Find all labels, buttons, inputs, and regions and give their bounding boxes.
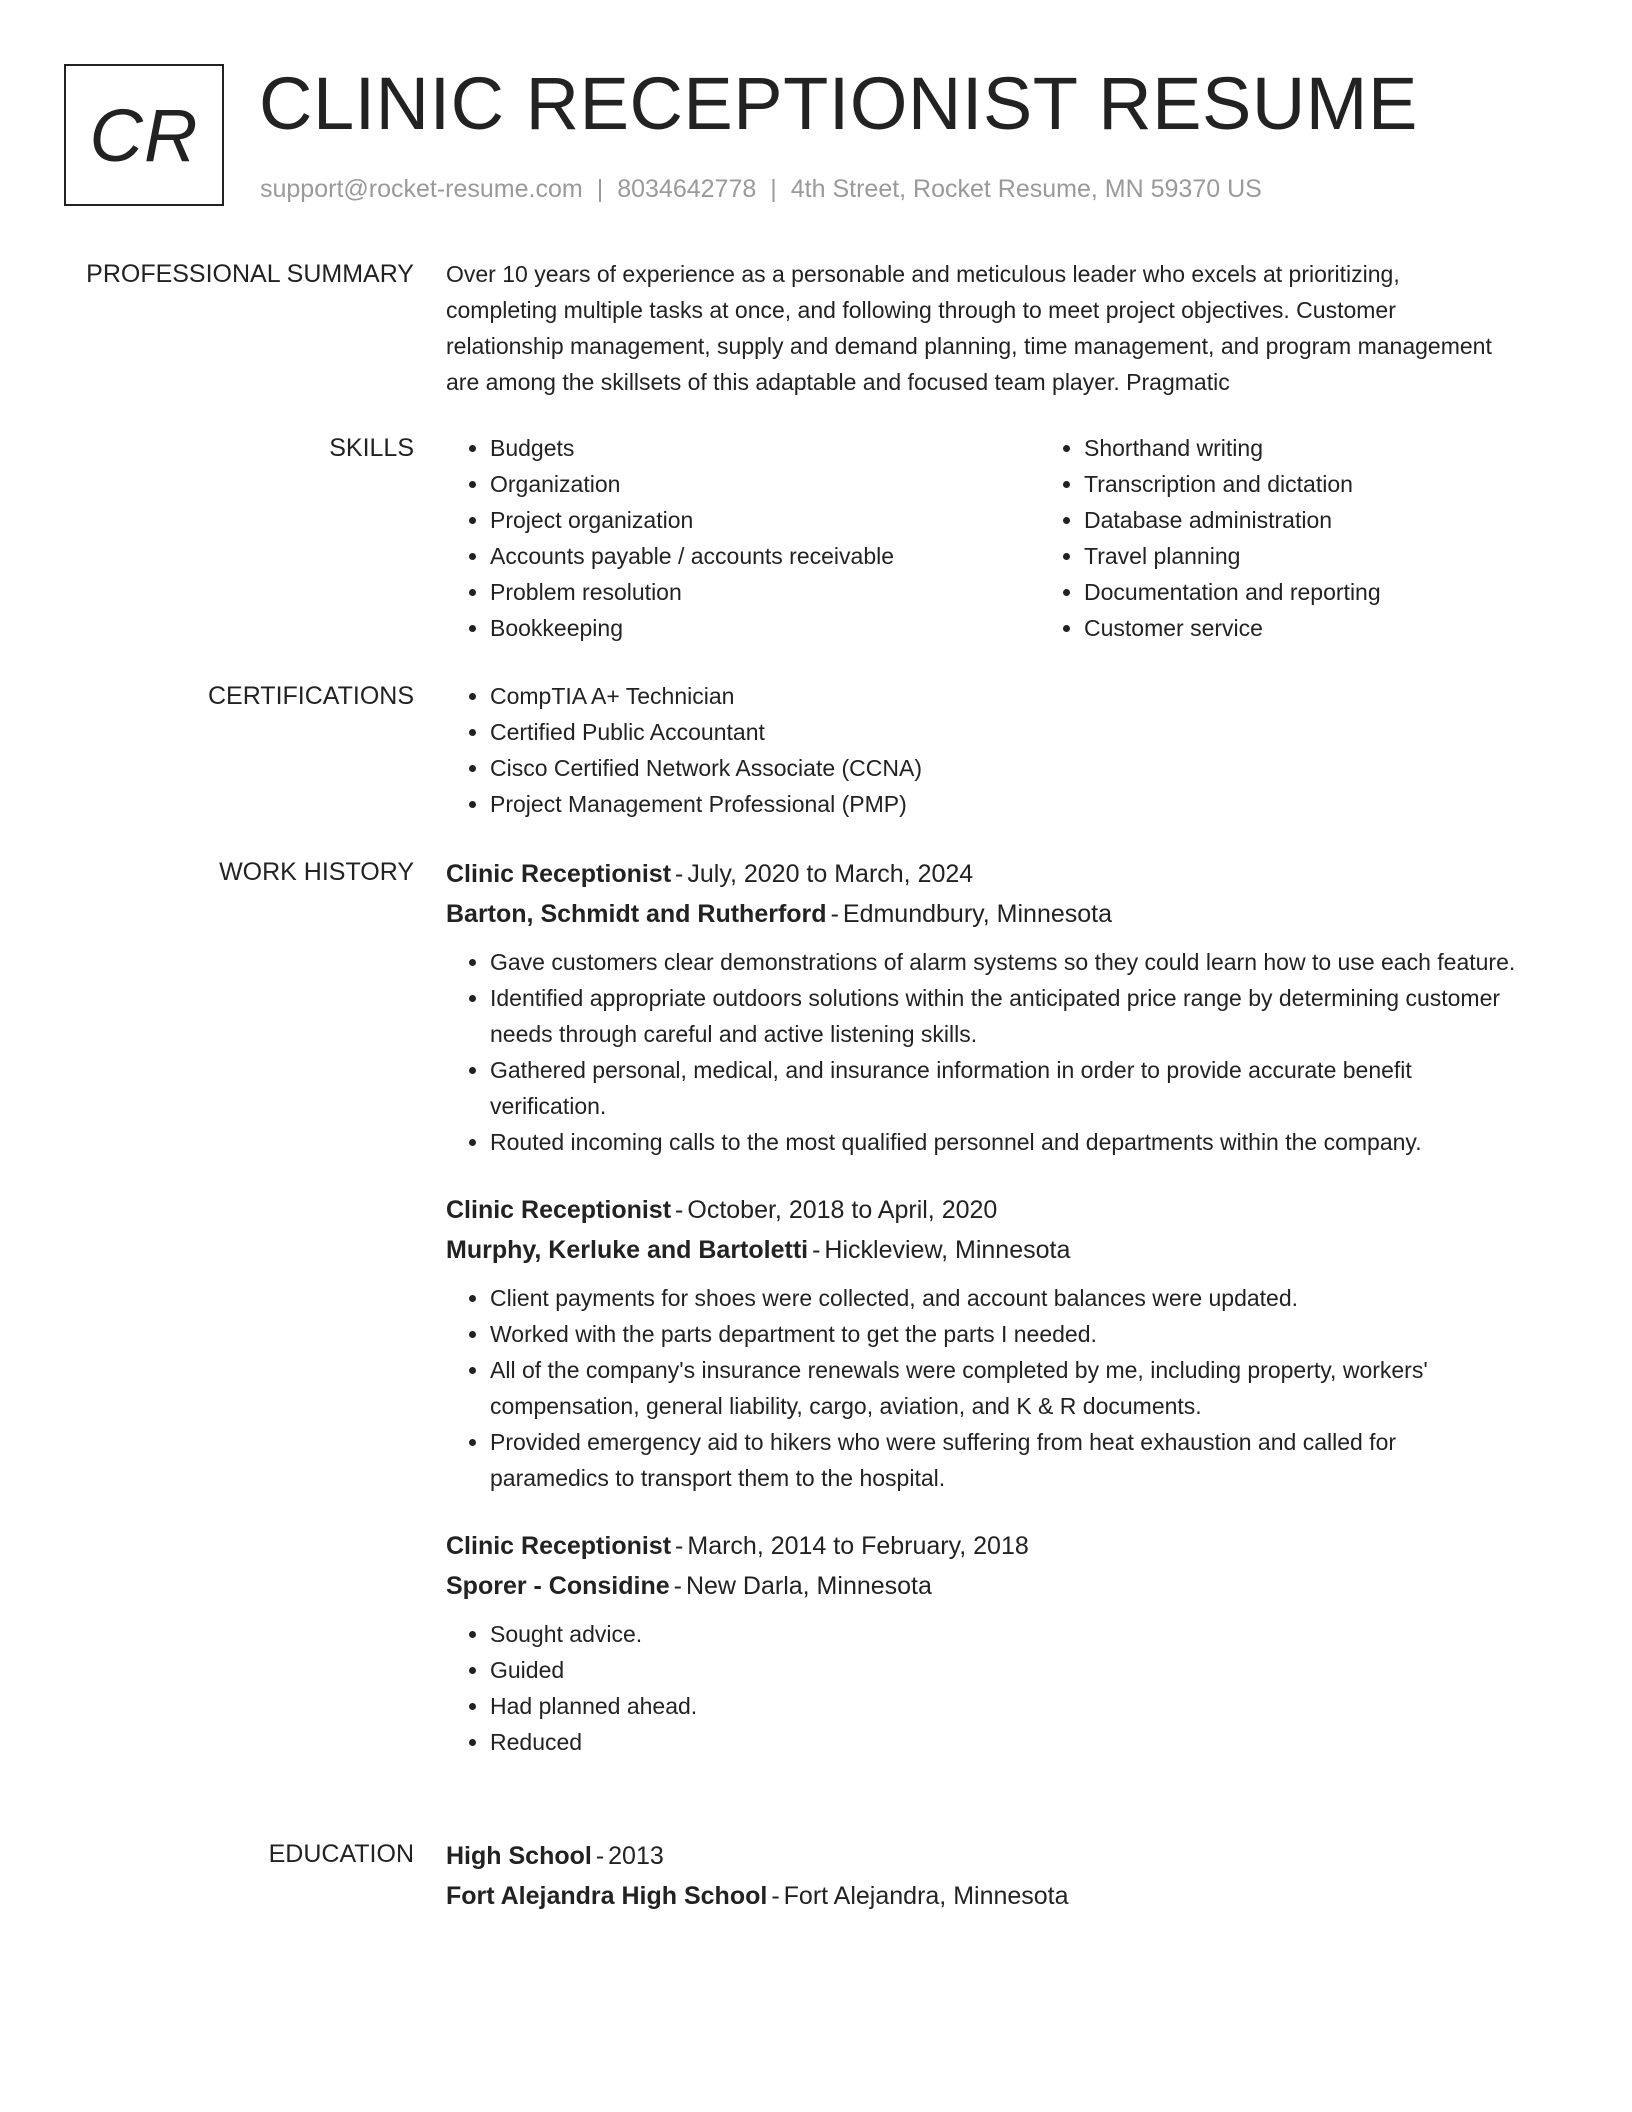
contact-separator: | (596, 175, 604, 203)
job-bullet: • Routed incoming calls to the most qualified personnel and departments within the company. (490, 1124, 1516, 1160)
job-location: Edmundbury, Minnesota (842, 900, 1113, 928)
skill-item: • Travel planning (1084, 538, 1632, 574)
certification-item: • CompTIA A+ Technician (490, 678, 1516, 714)
job-entry (446, 1526, 1516, 1760)
contact-phone: 8034642778 (617, 175, 757, 203)
skills-heading: SKILLS (329, 434, 414, 462)
job-dates: March, 2014 to February, 2018 (687, 1532, 1029, 1560)
job-bullet: • Identified appropriate outdoors solutions within the anticipated price range by determining customer needs through careful and active listening skills. (490, 980, 1516, 1052)
skill-item: • Transcription and dictation (1084, 466, 1632, 502)
job-company-line: Murphy, Kerluke and Bartoletti - Hickleview, Minnesota (446, 1236, 1071, 1264)
job-dates: October, 2018 to April, 2020 (687, 1196, 998, 1224)
job-title: Clinic Receptionist (446, 860, 672, 888)
job-title: Clinic Receptionist (446, 1532, 672, 1560)
job-entry (446, 1190, 1516, 1496)
job-bullet: • Client payments for shoes were collected, and account balances were updated. (490, 1280, 1516, 1316)
education-body (446, 1836, 1516, 1916)
work-history-body (446, 854, 1516, 1790)
job-location: Hickleview, Minnesota (824, 1236, 1071, 1264)
job-dates: July, 2020 to March, 2024 (687, 860, 974, 888)
certifications-body (446, 678, 1516, 822)
education-degree-line: High School - 2013 (446, 1842, 664, 1870)
job-company-line: Barton, Schmidt and Rutherford - Edmundbury, Minnesota (446, 900, 1113, 928)
job-title-line: Clinic Receptionist - March, 2014 to February, 2018 (446, 1532, 1029, 1560)
job-bullet: • Reduced (490, 1724, 1516, 1760)
job-title-line: Clinic Receptionist - October, 2018 to April, 2020 (446, 1196, 998, 1224)
job-bullet: • Sought advice. (490, 1616, 1516, 1652)
initials-monogram: CR (64, 64, 224, 206)
skill-item: • Bookkeeping (490, 610, 1040, 646)
resume-header (64, 64, 1568, 210)
certification-item: • Cisco Certified Network Associate (CCNA) (490, 750, 1516, 786)
job-title-line: Clinic Receptionist - July, 2020 to March, 2024 (446, 860, 974, 888)
job-bullet: • All of the company's insurance renewals were completed by me, including property, workers' compensation, general liability, cargo, aviation, and K & R documents. (490, 1352, 1516, 1424)
job-company: Barton, Schmidt and Rutherford (446, 900, 827, 928)
certifications-heading: CERTIFICATIONS (207, 682, 414, 710)
contact-line (260, 174, 1262, 204)
job-title: Clinic Receptionist (446, 1196, 672, 1224)
resume-title: CLINIC RECEPTIONIST RESUME (259, 62, 1418, 145)
education-school: Fort Alejandra High School (446, 1882, 768, 1910)
job-bullets (446, 944, 1516, 1160)
skill-item: • Problem resolution (490, 574, 1040, 610)
skills-list-right (1040, 430, 1632, 646)
certification-item: • Certified Public Accountant (490, 714, 1516, 750)
contact-separator: | (770, 175, 777, 203)
job-company: Murphy, Kerluke and Bartoletti (446, 1236, 809, 1264)
education-school-line: Fort Alejandra High School - Fort Alejandra, Minnesota (446, 1882, 1069, 1910)
skill-item: • Budgets (490, 430, 1040, 466)
job-bullets (446, 1616, 1516, 1760)
skill-item: • Documentation and reporting (1084, 574, 1632, 610)
summary-body (446, 256, 1516, 400)
education-heading: EDUCATION (268, 1840, 414, 1868)
job-entry (446, 854, 1516, 1160)
job-company: Sporer - Considine (446, 1572, 670, 1600)
job-bullet: • Guided (490, 1652, 1516, 1688)
contact-address: 4th Street, Rocket Resume, MN 59370 US (790, 175, 1262, 203)
job-company-line: Sporer - Considine - New Darla, Minnesota (446, 1572, 932, 1600)
education-year: 2013 (608, 1842, 664, 1870)
contact-email: support@rocket-resume.com (260, 175, 583, 203)
skill-item: • Database administration (1084, 502, 1632, 538)
job-bullet: • Gathered personal, medical, and insurance information in order to provide accurate benefit verification. (490, 1052, 1516, 1124)
work-history-heading: WORK HISTORY (219, 858, 414, 886)
skill-item: • Shorthand writing (1084, 430, 1632, 466)
certifications-list (446, 678, 1516, 822)
job-bullet: • Worked with the parts department to get the parts I needed. (490, 1316, 1516, 1352)
skill-item: • Project organization (490, 502, 1040, 538)
certification-item: • Project Management Professional (PMP) (490, 786, 1516, 822)
skill-item: • Customer service (1084, 610, 1632, 646)
job-bullet: • Gave customers clear demonstrations of alarm systems so they could learn how to use each feature. (490, 944, 1516, 980)
summary-heading: PROFESSIONAL SUMMARY (86, 260, 414, 288)
education-degree: High School (446, 1842, 592, 1870)
skill-item: • Organization (490, 466, 1040, 502)
job-bullet: • Provided emergency aid to hikers who were suffering from heat exhaustion and called for paramedics to transport them to the hospital. (490, 1424, 1516, 1496)
skill-item: • Accounts payable / accounts receivable (490, 538, 1040, 574)
job-bullet: • Had planned ahead. (490, 1688, 1516, 1724)
education-location: Fort Alejandra, Minnesota (783, 1882, 1069, 1910)
job-location: New Darla, Minnesota (685, 1572, 932, 1600)
skills-body (446, 430, 1516, 646)
summary-text: Over 10 years of experience as a personable and meticulous leader who excels at prioritizing, completing multiple tasks at once, and following through to meet project objectives. Customer relationship management, supply and demand planning, time management, and program management are among the skillsets of this adaptable and focused team player. Pragmatic (446, 261, 1492, 395)
job-bullets (446, 1280, 1516, 1496)
skills-list-left (446, 430, 1040, 646)
